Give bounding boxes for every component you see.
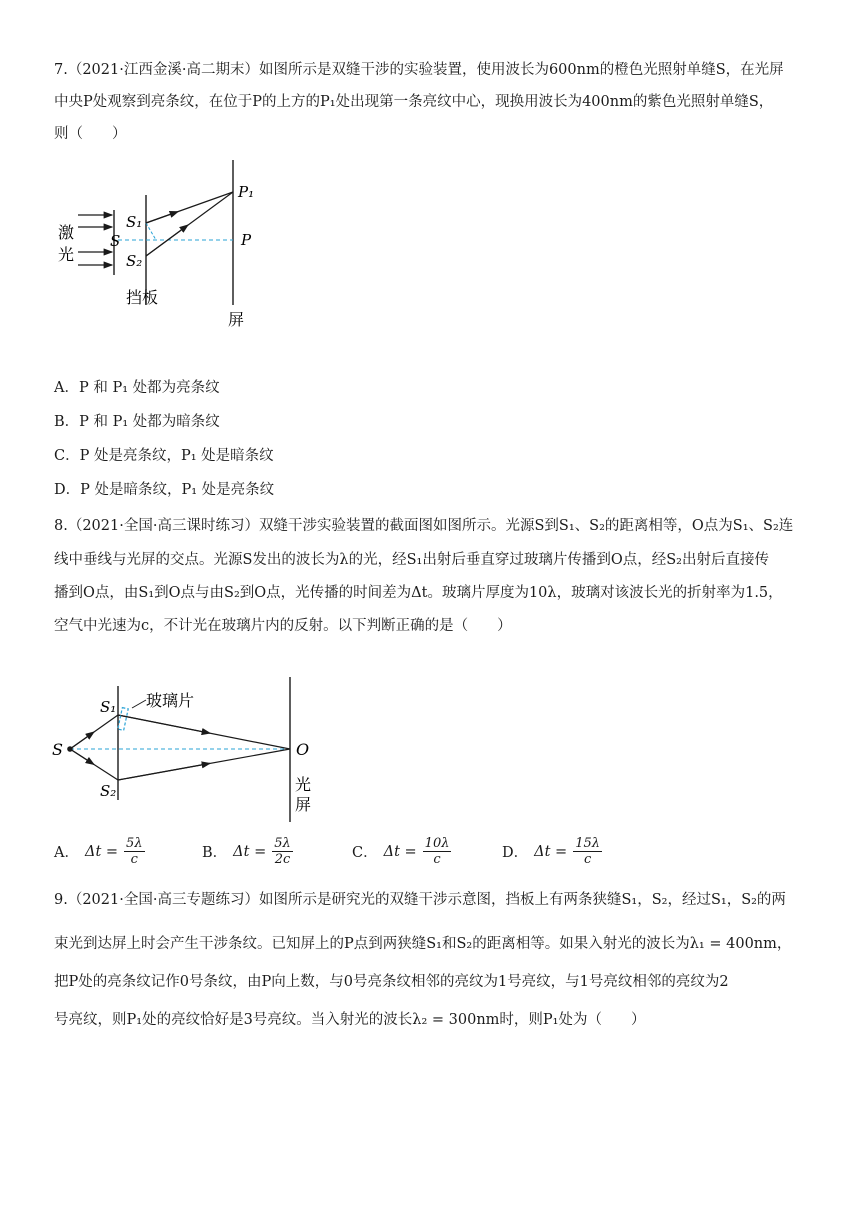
q9-stem-line-3: 把P处的亮条纹记作0号条纹，由P向上数，与0号亮条纹相邻的亮纹为1号亮纹，与1号亮纹相邻的亮纹为2 [54,974,729,990]
fraction-denominator: c [130,852,138,867]
q7-stem-line-2: 中央P处观察到亮条纹，在位于P的上方的P₁处出现第一条亮纹中心，现换用波长为400nm的紫色光照射单缝S， [54,94,774,110]
label-s: S [110,232,121,250]
fraction-numerator: 5λ [126,836,143,851]
q8-option-d-letter: D． [502,845,529,861]
q8-option-b-fraction [272,836,293,867]
q8-option-d[interactable] [502,836,602,867]
q8-figure [50,672,330,822]
q8-label-screen-1: 光 [295,775,312,794]
q8-ray-s-s1-arrow [70,732,94,749]
label-s1: S₁ [126,213,143,231]
q7-option-b[interactable]: B．P 和 P₁ 处都为暗条纹 [54,414,220,430]
q8-label-s1: S₁ [100,698,117,716]
label-s2: S₂ [126,252,143,270]
q8-option-c-fraction [423,836,452,867]
q8-label-s2: S₂ [100,782,117,800]
q7-stem-line-3: 则（ ） [54,126,127,142]
q8-option-c-letter: C． [352,845,378,861]
q7-option-a[interactable]: A．P 和 P₁ 处都为亮条纹 [54,380,220,396]
q8-option-a-letter: A． [54,845,79,861]
q8-label-glass: 玻璃片 [146,691,195,710]
q7-figure [50,155,290,335]
label-p: P [241,231,252,249]
q8-ray-s1-o-arrow [118,715,210,733]
q8-label-s: S [52,740,63,759]
label-laser-1: 激 [58,223,75,242]
label-screen: 屏 [228,310,245,329]
q8-stem-line-4: 空气中光速为c，不计光在玻璃片内的反射。以下判断正确的是（ ） [54,618,512,634]
q8-glass-leader [132,700,146,708]
q8-ray-s-s2-arrow [70,749,94,765]
q8-label-o: O [296,740,310,759]
fraction-denominator: 2c [274,852,291,867]
label-laser-2: 光 [58,245,75,264]
label-p1: P₁ [238,183,255,201]
q8-option-a-lhs: Δt = [84,843,119,860]
fraction-denominator: c [433,852,441,867]
q7-option-d[interactable]: D．P 处是暗条纹，P₁ 处是亮条纹 [54,482,275,498]
q8-option-a-fraction [124,836,145,867]
q8-option-d-fraction [573,836,602,867]
fraction-denominator: c [583,852,592,867]
q8-stem-line-2: 线中垂线与光屏的交点。光源S发出的波长为λ的光，经S₁出射后垂直穿过玻璃片传播到O点，经S₂出射后直接传 [54,552,769,568]
q8-glass-plate [118,708,128,731]
q8-option-b-letter: B． [202,845,228,861]
q8-option-d-lhs: Δt = [534,843,568,860]
q7-option-c[interactable]: C．P 处是亮条纹，P₁ 处是暗条纹 [54,448,274,464]
q8-stem-line-3: 播到O点，由S₁到O点与由S₂到O点，光传播的时间差为Δt。玻璃片厚度为10λ，玻璃对该波长光的折射率为1.5， [54,585,783,601]
q8-stem-line-1: 8.（2021·全国·高三课时练习）双缝干涉实验装置的截面图如图所示。光源S到S₁、S₂的距离相等，O点为S₁、S₂连 [54,518,794,534]
q9-stem-line-4: 号亮纹，则P₁处的亮纹恰好是3号亮纹。当入射光的波长λ₂ = 300nm时，则P₁处为（ ） [54,1012,646,1028]
q8-option-a[interactable] [54,836,145,867]
path-difference-mark [146,223,156,240]
fraction-numerator: 5λ [274,836,291,851]
q9-stem-line-2: 束光到达屏上时会产生干涉条纹。已知屏上的P点到两狭缝S₁和S₂的距离相等。如果入射光的波长为λ₁ = 400nm， [54,936,792,952]
q8-ray-s2-o-arrow [118,763,210,780]
q9-stem-line-1: 9.（2021·全国·高三专题练习）如图所示是研究光的双缝干涉示意图，挡板上有两条狭缝S₁，S₂，经过S₁，S₂的两 [54,892,786,908]
q8-label-screen-2: 屏 [295,795,312,814]
q8-option-c[interactable] [352,836,451,867]
fraction-numerator: 10λ [424,836,450,851]
fraction-numerator: 15λ [575,836,600,851]
q8-option-b-lhs: Δt = [233,843,267,860]
q8-option-b[interactable] [202,836,293,867]
ray-arrow-1 [146,212,178,223]
q7-stem-line-1: 7.（2021·江西金溪·高二期末）如图所示是双缝干涉的实验装置，使用波长为600nm的橙色光照射单缝S，在光屏 [54,62,784,78]
q8-option-c-lhs: Δt = [383,843,417,860]
label-baffle: 挡板 [126,288,159,307]
